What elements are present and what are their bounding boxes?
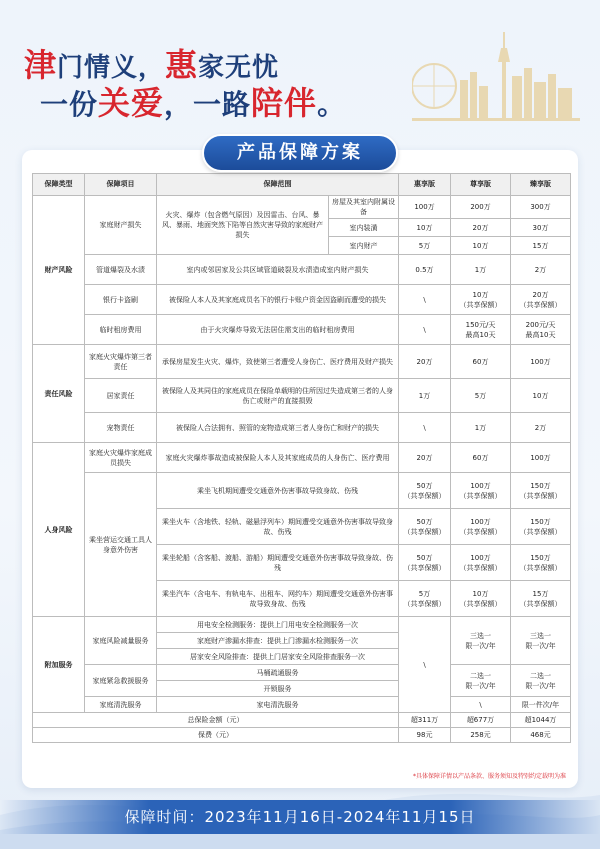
- scope-cell: 用电安全检测服务：提供上门用电安全检测服务一次: [157, 617, 399, 633]
- value-cell: 300万: [511, 196, 571, 219]
- scope-cell: 由于火灾爆炸导致无法居住需支出的临时租房费用: [157, 315, 399, 345]
- value-cell: \: [399, 413, 451, 443]
- header-cell: 尊享版: [451, 174, 511, 196]
- section-title: 产品保障方案: [202, 134, 398, 172]
- value-cell: 20万 （共享保额）: [511, 285, 571, 315]
- value-cell: 258元: [451, 728, 511, 743]
- value-cell: 50万 （共享保额）: [399, 545, 451, 581]
- scope-cell: 家庭火灾爆炸事故造成被保险人本人及其家庭成员的人身伤亡、医疗费用: [157, 443, 399, 473]
- value-cell: 5万: [451, 379, 511, 413]
- slogan-line-1: 津门情义，惠家无忧: [24, 46, 280, 84]
- value-cell: \: [399, 315, 451, 345]
- item-cell: 家庭火灾爆炸家庭成员损失: [85, 443, 157, 473]
- slogan-line-2: 一份关爱，一路陪伴。: [40, 84, 347, 122]
- scope-cell: 被保险人及其同住的家庭成员在保险单载明的住所因过失造成第三者的人身伤亡或财产的直接损毁: [157, 379, 399, 413]
- value-cell: \: [399, 285, 451, 315]
- value-cell: 150万 （共享保额）: [511, 545, 571, 581]
- item-cell: 家庭紧急救援服务: [85, 665, 157, 697]
- value-cell: 二选一 限一次/年: [511, 665, 571, 697]
- table-row: [33, 379, 571, 413]
- item-cell: 家庭火灾爆炸第三者责任: [85, 345, 157, 379]
- value-cell: 10万: [451, 237, 511, 255]
- value-cell: 20万: [399, 345, 451, 379]
- value-cell: 60万: [451, 443, 511, 473]
- scope-cell: 被保险人合法拥有、照管的宠物造成第三者人身伤亡和财产的损失: [157, 413, 399, 443]
- header-cell: 保障类型: [33, 174, 85, 196]
- scope-cell: 家电清洗服务: [157, 697, 399, 713]
- item-cell: 银行卡盗刷: [85, 285, 157, 315]
- value-cell: 2万: [511, 255, 571, 285]
- premium-row: [33, 728, 571, 743]
- scope-cell: 乘坐轮船（含客船、渡船、游船）期间遭受交通意外伤害事故导致身故、伤残: [157, 545, 399, 581]
- scope-cell: 乘坐飞机期间遭受交通意外伤害事故导致身故、伤残: [157, 473, 399, 509]
- value-cell: 100万: [399, 196, 451, 219]
- value-cell: 1万: [451, 413, 511, 443]
- value-cell: 50万 （共享保额）: [399, 509, 451, 545]
- item-cell: 临时租房费用: [85, 315, 157, 345]
- table-row: [33, 413, 571, 443]
- value-cell: 98元: [399, 728, 451, 743]
- scope-cell: 承保房屋发生火灾、爆炸，致使第三者遭受人身伤亡、医疗费用及财产损失: [157, 345, 399, 379]
- value-cell: 10万: [399, 219, 451, 237]
- value-cell: 20万: [399, 443, 451, 473]
- value-cell: 10万: [511, 379, 571, 413]
- sub-item-cell: 室内财产: [329, 237, 399, 255]
- value-cell: 100万 （共享保额）: [451, 473, 511, 509]
- scope-cell: 家庭财产渗漏水排查：提供上门渗漏水检测服务一次: [157, 633, 399, 649]
- value-cell: 30万: [511, 219, 571, 237]
- header-cell: 惠享版: [399, 174, 451, 196]
- item-cell: 家庭财产损失: [85, 196, 157, 255]
- value-cell: 限一件次/年: [511, 697, 571, 713]
- value-cell: 三选一 限一次/年: [511, 617, 571, 665]
- table-row: [33, 473, 571, 509]
- value-cell: 100万: [511, 443, 571, 473]
- value-cell: 超1044万: [511, 713, 571, 728]
- value-cell: \: [451, 697, 511, 713]
- table-row: [33, 617, 571, 633]
- scope-cell: 火灾、爆炸（包含燃气原因）及因雷击、台风、暴风、暴雨、地面突然下陷等自然灾害导致的家庭财产损失: [157, 196, 329, 255]
- scope-cell: 室内或邻居家及公共区域管道破裂及水渍造成室内财产损失: [157, 255, 399, 285]
- value-cell: 468元: [511, 728, 571, 743]
- value-cell: 15万: [511, 237, 571, 255]
- value-cell: 10万 （共享保额）: [451, 285, 511, 315]
- value-cell: \: [399, 617, 451, 713]
- value-cell: 1万: [399, 379, 451, 413]
- value-cell: 150万 （共享保额）: [511, 473, 571, 509]
- value-cell: 15万 （共享保额）: [511, 581, 571, 617]
- total-row: [33, 713, 571, 728]
- sub-item-cell: 室内装潢: [329, 219, 399, 237]
- header-cell: 保障范围: [157, 174, 399, 196]
- table-row: [33, 315, 571, 345]
- coverage-period: 保障时间：2023年11月16日-2024年11月15日: [0, 800, 600, 834]
- item-cell: 宠物责任: [85, 413, 157, 443]
- scope-cell: 被保险人本人及其家庭成员名下的银行卡账户资金因盗刷而遭受的损失: [157, 285, 399, 315]
- value-cell: 100万 （共享保额）: [451, 545, 511, 581]
- value-cell: 1万: [451, 255, 511, 285]
- premium-label: 保费（元）: [33, 728, 399, 743]
- category-cell: 财产风险: [33, 196, 85, 345]
- table-row: [33, 697, 571, 713]
- table-row: [33, 345, 571, 379]
- value-cell: 50万 （共享保额）: [399, 473, 451, 509]
- table-row: [33, 285, 571, 315]
- scope-cell: 居家安全风险排查：提供上门居家安全风险排查服务一次: [157, 649, 399, 665]
- value-cell: 20万: [451, 219, 511, 237]
- value-cell: 60万: [451, 345, 511, 379]
- value-cell: 0.5万: [399, 255, 451, 285]
- value-cell: 200万: [451, 196, 511, 219]
- category-cell: 人身风险: [33, 443, 85, 617]
- value-cell: 150万 （共享保额）: [511, 509, 571, 545]
- value-cell: 三选一 限一次/年: [451, 617, 511, 665]
- table-row: [33, 443, 571, 473]
- city-skyline-illustration: [412, 28, 580, 128]
- value-cell: 二选一 限一次/年: [451, 665, 511, 697]
- item-cell: 居家责任: [85, 379, 157, 413]
- header-cell: 臻享版: [511, 174, 571, 196]
- table-row: [33, 665, 571, 681]
- table-row: [33, 255, 571, 285]
- total-label: 总保险金额（元）: [33, 713, 399, 728]
- item-cell: 乘坐营运交通工具人身意外伤害: [85, 473, 157, 617]
- value-cell: 150元/天 最高10天: [451, 315, 511, 345]
- sub-item-cell: 房屋及其室内附属设备: [329, 196, 399, 219]
- coverage-table: [32, 173, 571, 743]
- scope-cell: 乘坐火车（含地铁、轻轨、磁悬浮列车）期间遭受交通意外伤害事故导致身故、伤残: [157, 509, 399, 545]
- item-cell: 管道爆裂及水渍: [85, 255, 157, 285]
- scope-cell: 开锁服务: [157, 681, 399, 697]
- scope-cell: 马桶疏通服务: [157, 665, 399, 681]
- item-cell: 家庭风险减量服务: [85, 617, 157, 665]
- value-cell: 超677万: [451, 713, 511, 728]
- value-cell: 100万 （共享保额）: [451, 509, 511, 545]
- value-cell: 10万 （共享保额）: [451, 581, 511, 617]
- table-header-row: [33, 174, 571, 196]
- value-cell: 200元/天 最高10天: [511, 315, 571, 345]
- scope-cell: 乘坐汽车（含电车、有轨电车、出租车、网约车）期间遭受交通意外伤害事故导致身故、伤残: [157, 581, 399, 617]
- value-cell: 超311万: [399, 713, 451, 728]
- value-cell: 2万: [511, 413, 571, 443]
- category-cell: 附加服务: [33, 617, 85, 713]
- category-cell: 责任风险: [33, 345, 85, 443]
- value-cell: 5万: [399, 237, 451, 255]
- terms-note: *具体保障详情以产品条款、服务须知及特别约定载明为准: [412, 773, 566, 780]
- table-row: [33, 196, 571, 219]
- value-cell: 5万 （共享保额）: [399, 581, 451, 617]
- value-cell: 100万: [511, 345, 571, 379]
- item-cell: 家庭清洗服务: [85, 697, 157, 713]
- header-cell: 保障项目: [85, 174, 157, 196]
